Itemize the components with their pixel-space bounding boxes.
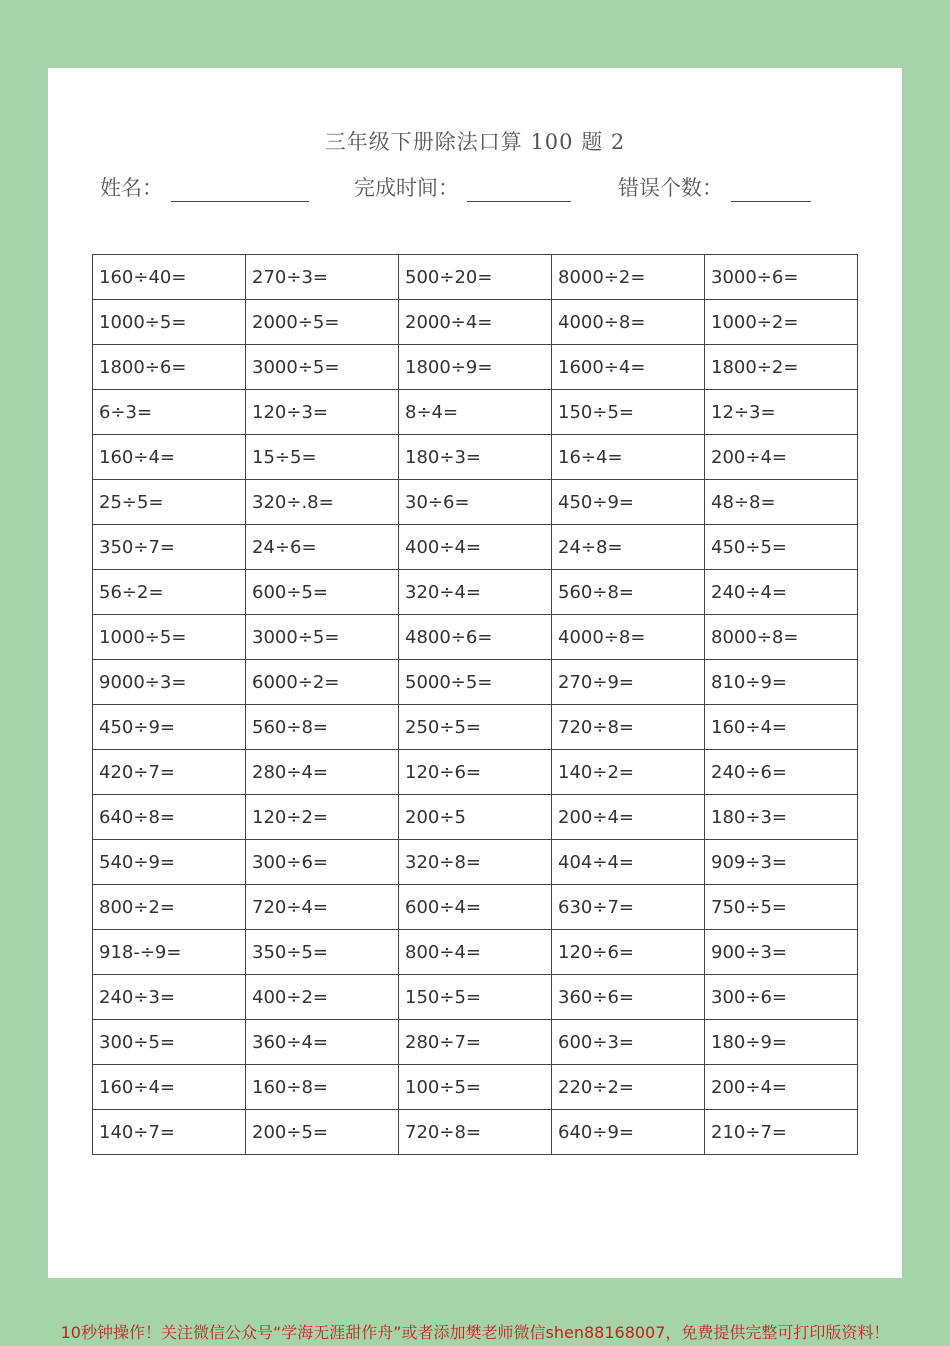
problem-cell: 720÷4= (246, 885, 399, 930)
problem-cell: 160÷8= (246, 1065, 399, 1110)
problem-cell: 450÷9= (552, 480, 705, 525)
problem-cell: 400÷2= (246, 975, 399, 1020)
time-label: 完成时间： (354, 176, 459, 200)
problem-row (93, 435, 858, 480)
problem-cell: 140÷2= (552, 750, 705, 795)
problem-cell: 320÷4= (399, 570, 552, 615)
problem-row (93, 525, 858, 570)
problem-cell: 160÷4= (705, 705, 858, 750)
problem-cell: 100÷5= (399, 1065, 552, 1110)
problem-cell: 4000÷8= (552, 300, 705, 345)
problem-cell: 8000÷8= (705, 615, 858, 660)
problem-cell: 640÷8= (93, 795, 246, 840)
problem-cell: 56÷2= (93, 570, 246, 615)
problem-grid-body (93, 255, 858, 1155)
problem-cell: 360÷4= (246, 1020, 399, 1065)
problem-cell: 630÷7= (552, 885, 705, 930)
problem-cell: 4000÷8= (552, 615, 705, 660)
name-blank-line (171, 179, 309, 202)
problem-cell: 560÷8= (552, 570, 705, 615)
worksheet-title: 三年级下册除法口算 100 题 2 (324, 130, 626, 154)
problem-cell: 800÷4= (399, 930, 552, 975)
name-label: 姓名： (100, 176, 163, 200)
problem-cell: 8÷4= (399, 390, 552, 435)
promo-footer: 10秒钟操作！关注微信公众号“学海无涯甜作舟”或者添加樊老师微信shen88168007，免费提供完整可打印版资料！ (60, 1323, 890, 1342)
problem-cell: 240÷6= (705, 750, 858, 795)
worksheet-page (48, 68, 902, 1278)
problem-cell: 400÷4= (399, 525, 552, 570)
problem-cell: 640÷9= (552, 1110, 705, 1155)
problem-cell: 350÷7= (93, 525, 246, 570)
problem-cell: 280÷7= (399, 1020, 552, 1065)
errors-label: 错误个数： (618, 176, 723, 200)
problem-cell: 120÷3= (246, 390, 399, 435)
problem-cell: 220÷2= (552, 1065, 705, 1110)
problem-cell: 200÷5 (399, 795, 552, 840)
problem-cell: 560÷8= (246, 705, 399, 750)
problem-cell: 800÷2= (93, 885, 246, 930)
problem-cell: 48÷8= (705, 480, 858, 525)
problem-cell: 24÷6= (246, 525, 399, 570)
problem-grid (92, 254, 858, 1155)
problem-cell: 160÷4= (93, 435, 246, 480)
problem-cell: 3000÷6= (705, 255, 858, 300)
problem-row (93, 795, 858, 840)
problem-row (93, 705, 858, 750)
time-blank-line (467, 179, 571, 202)
problem-row (93, 660, 858, 705)
problem-cell: 1600÷4= (552, 345, 705, 390)
problem-row (93, 840, 858, 885)
problem-cell: 200÷5= (246, 1110, 399, 1155)
problem-cell: 750÷5= (705, 885, 858, 930)
problem-row (93, 300, 858, 345)
problem-cell: 900÷3= (705, 930, 858, 975)
problem-cell: 320÷8= (399, 840, 552, 885)
problem-cell: 270÷3= (246, 255, 399, 300)
problem-row (93, 615, 858, 660)
problem-cell: 300÷5= (93, 1020, 246, 1065)
problem-cell: 140÷7= (93, 1110, 246, 1155)
problem-cell: 120÷6= (552, 930, 705, 975)
problem-cell: 120÷6= (399, 750, 552, 795)
problem-cell: 8000÷2= (552, 255, 705, 300)
problem-cell: 720÷8= (399, 1110, 552, 1155)
errors-blank-line (731, 179, 811, 202)
problem-cell: 200÷4= (705, 435, 858, 480)
errors-field (618, 172, 811, 202)
problem-cell: 1000÷2= (705, 300, 858, 345)
problem-cell: 4800÷6= (399, 615, 552, 660)
problem-cell: 600÷3= (552, 1020, 705, 1065)
problem-cell: 500÷20= (399, 255, 552, 300)
problem-row (93, 975, 858, 1020)
problem-row (93, 1110, 858, 1155)
problem-cell: 1800÷6= (93, 345, 246, 390)
problem-row (93, 480, 858, 525)
problem-row (93, 255, 858, 300)
problem-cell: 180÷3= (705, 795, 858, 840)
problem-cell: 150÷5= (399, 975, 552, 1020)
problem-cell: 918-÷9= (93, 930, 246, 975)
problem-cell: 1000÷5= (93, 615, 246, 660)
problem-cell: 1800÷9= (399, 345, 552, 390)
problem-row (93, 750, 858, 795)
problem-cell: 200÷4= (705, 1065, 858, 1110)
problem-cell: 320÷.8= (246, 480, 399, 525)
problem-cell: 2000÷4= (399, 300, 552, 345)
problem-cell: 360÷6= (552, 975, 705, 1020)
problem-cell: 120÷2= (246, 795, 399, 840)
problem-cell: 15÷5= (246, 435, 399, 480)
problem-cell: 12÷3= (705, 390, 858, 435)
problem-cell: 180÷9= (705, 1020, 858, 1065)
problem-cell: 2000÷5= (246, 300, 399, 345)
problem-row (93, 1020, 858, 1065)
problem-cell: 6÷3= (93, 390, 246, 435)
problem-cell: 5000÷5= (399, 660, 552, 705)
time-field (354, 172, 571, 202)
problem-row (93, 390, 858, 435)
problem-cell: 909÷3= (705, 840, 858, 885)
problem-row (93, 930, 858, 975)
problem-cell: 210÷7= (705, 1110, 858, 1155)
problem-cell: 600÷4= (399, 885, 552, 930)
problem-cell: 240÷3= (93, 975, 246, 1020)
problem-cell: 180÷3= (399, 435, 552, 480)
problem-cell: 9000÷3= (93, 660, 246, 705)
problem-cell: 810÷9= (705, 660, 858, 705)
problem-cell: 300÷6= (246, 840, 399, 885)
problem-cell: 3000÷5= (246, 615, 399, 660)
problem-row (93, 570, 858, 615)
problem-cell: 30÷6= (399, 480, 552, 525)
problem-cell: 160÷4= (93, 1065, 246, 1110)
problem-cell: 350÷5= (246, 930, 399, 975)
problem-cell: 540÷9= (93, 840, 246, 885)
problem-cell: 24÷8= (552, 525, 705, 570)
problem-cell: 16÷4= (552, 435, 705, 480)
problem-row (93, 885, 858, 930)
problem-cell: 450÷5= (705, 525, 858, 570)
problem-row (93, 345, 858, 390)
problem-cell: 150÷5= (552, 390, 705, 435)
problem-cell: 1000÷5= (93, 300, 246, 345)
problem-cell: 280÷4= (246, 750, 399, 795)
problem-cell: 420÷7= (93, 750, 246, 795)
problem-cell: 1800÷2= (705, 345, 858, 390)
problem-cell: 250÷5= (399, 705, 552, 750)
problem-cell: 3000÷5= (246, 345, 399, 390)
problem-cell: 450÷9= (93, 705, 246, 750)
student-info-row (100, 172, 860, 206)
problem-cell: 300÷6= (705, 975, 858, 1020)
problem-cell: 25÷5= (93, 480, 246, 525)
problem-cell: 200÷4= (552, 795, 705, 840)
name-field (100, 172, 309, 202)
problem-cell: 600÷5= (246, 570, 399, 615)
problem-cell: 160÷40= (93, 255, 246, 300)
problem-cell: 404÷4= (552, 840, 705, 885)
problem-cell: 270÷9= (552, 660, 705, 705)
problem-cell: 6000÷2= (246, 660, 399, 705)
problem-cell: 720÷8= (552, 705, 705, 750)
problem-row (93, 1065, 858, 1110)
problem-cell: 240÷4= (705, 570, 858, 615)
